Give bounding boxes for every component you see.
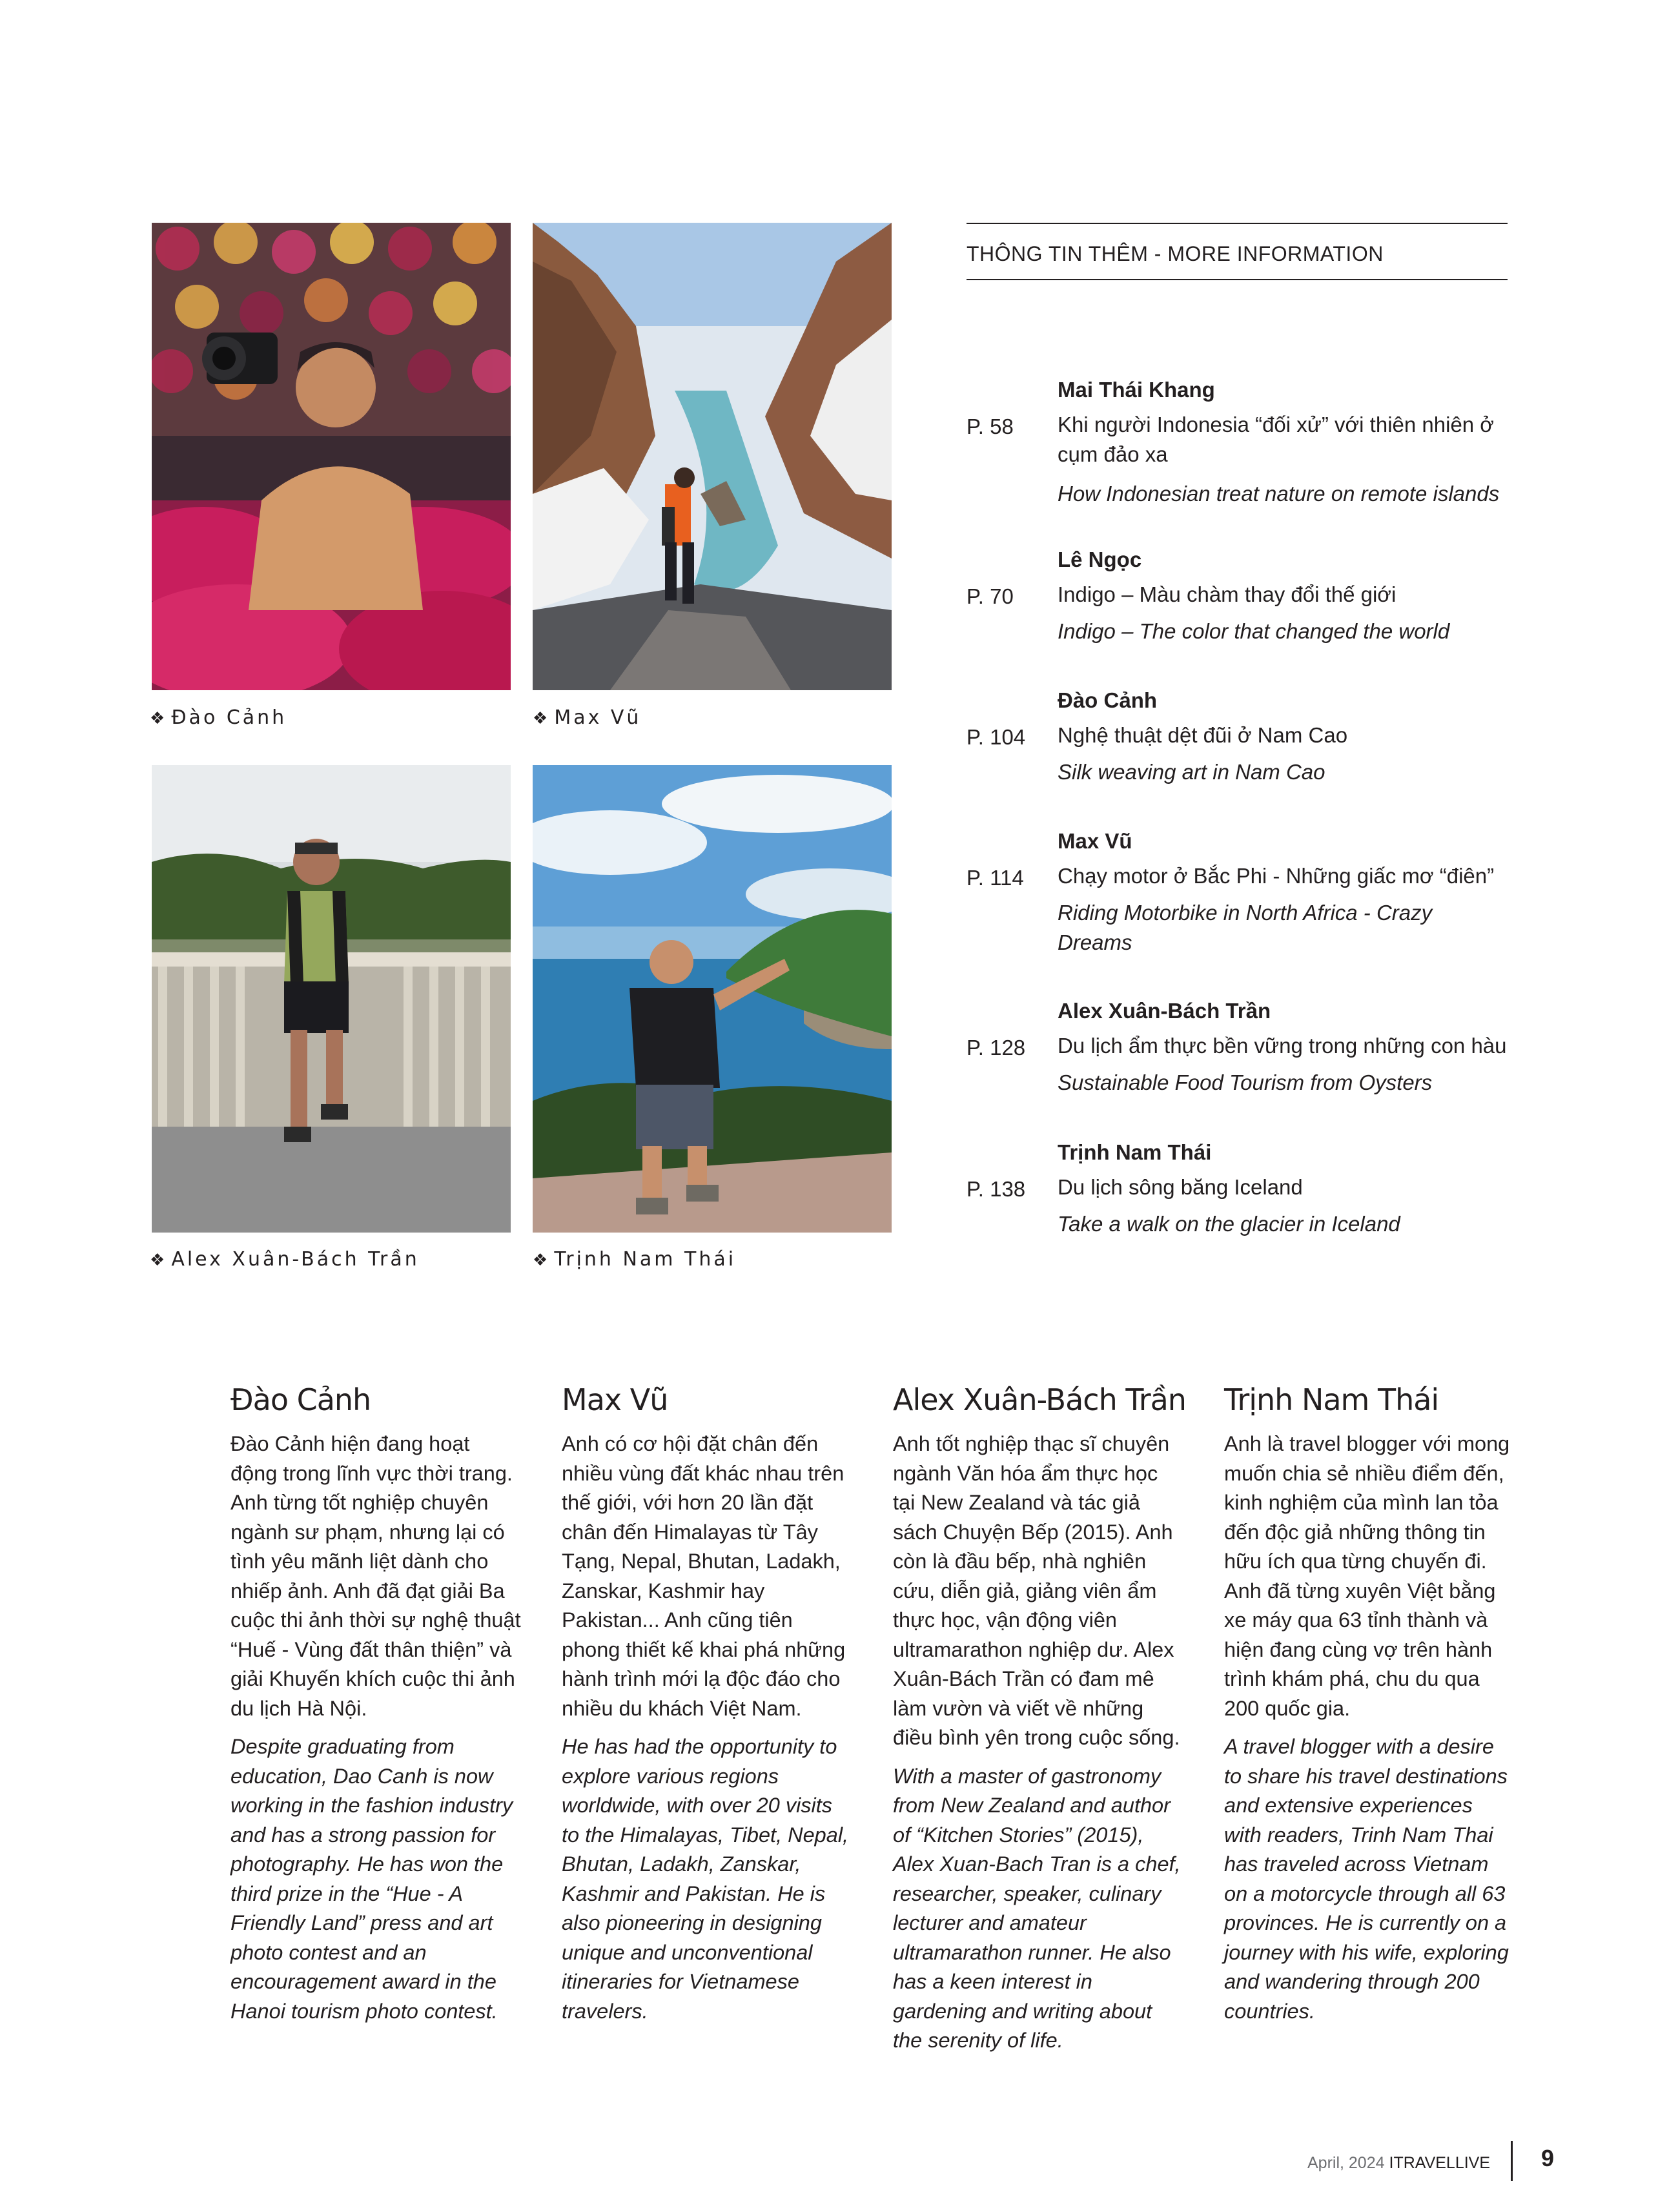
entry-title-vn: Indigo – Màu chàm thay đổi thế giới bbox=[1058, 582, 1397, 606]
divider-top bbox=[967, 223, 1508, 224]
entry-author: Trịnh Nam Thái bbox=[1058, 1140, 1212, 1164]
bio-text-vn: Đào Cảnh hiện đang hoạt động trong lĩnh vực thời trang. Anh từng tốt nghiệp chuyên ngành sư phạm, nhưng lại có tình yêu mãnh liệt dành cho nhiếp ảnh. Anh đã đạt giải Ba cuộc thi ảnh thời sự nghệ thuật “Huế - Vùng đất thân thiện” và giải Khuyến khích cuộc thi ảnh du lịch Hà Nội. bbox=[230, 1432, 521, 1720]
bio-text-vn: Anh tốt nghiệp thạc sĩ chuyên ngành Văn hóa ẩm thực học tại New Zealand và tác giả sách Chuyện Bếp (2015). Anh còn là đầu bếp, nhà nghiên cứu, diễn giả, giảng viên ẩm thực học, vận động viên ultramarathon nghiệp dư. Alex Xuân-Bách Trần có đam mê làm vườn và viết về những điều bình yên trong cuộc sống. bbox=[893, 1432, 1180, 1749]
bio-alex-xuan-bach-tran bbox=[893, 1382, 1186, 2056]
entry-page: P. 58 bbox=[967, 415, 1014, 438]
issue-date: April, 2024 bbox=[1307, 2154, 1385, 2172]
bio-text-vn: Anh có cơ hội đặt chân đến nhiều vùng đất khác nhau trên thế giới, với hơn 20 lần đặt chân đến Himalayas từ Tây Tạng, Nepal, Bhutan, Ladakh, Zanskar, Kashmir hay Pakistan... Anh cũng tiên phong thiết kế khai phá những hành trình mới lạ độc đáo cho nhiều du khách Việt Nam. bbox=[562, 1432, 846, 1720]
entry-author: Lê Ngọc bbox=[1058, 548, 1142, 571]
diamond-bullet-icon: ❖ bbox=[150, 1251, 165, 1270]
divider-bottom bbox=[967, 279, 1508, 280]
entry-title-en: How Indonesian treat nature on remote islands bbox=[1058, 482, 1500, 506]
entry-title-vn: Chạy motor ở Bắc Phi - Những giấc mơ “điên” bbox=[1058, 864, 1495, 888]
entry-page: P. 128 bbox=[967, 1036, 1026, 1060]
bio-name: Max Vũ bbox=[562, 1382, 668, 1417]
entry-title-en: Indigo – The color that changed the world bbox=[1058, 619, 1450, 643]
bio-max-vu bbox=[562, 1382, 852, 2026]
entry-page: P. 104 bbox=[967, 725, 1026, 749]
page-footer bbox=[1307, 2154, 1490, 2173]
bio-name: Đào Cảnh bbox=[230, 1382, 371, 1417]
photo-caption: ❖ Trịnh Nam Thái bbox=[533, 1248, 737, 1271]
bio-trinh-nam-thai bbox=[1224, 1382, 1515, 2026]
entry-title-vn: Nghệ thuật dệt đũi ở Nam Cao bbox=[1058, 723, 1348, 747]
bio-name: Trịnh Nam Thái bbox=[1224, 1382, 1439, 1417]
diamond-bullet-icon: ❖ bbox=[150, 709, 165, 728]
photo-alex-xuan-bach-tran bbox=[152, 765, 511, 1233]
footer-separator: I bbox=[1389, 2154, 1394, 2172]
bio-text-en: Despite graduating from education, Dao Canh is now working in the fashion industry and has a strong passion for photography. He has won the third prize in the “Hue - A Friendly Land” press and art photo contest and an encouragement award in the Hanoi tourism photo contest. bbox=[230, 1735, 513, 2023]
entry-title-en: Sustainable Food Tourism from Oysters bbox=[1058, 1070, 1433, 1094]
entry-author: Alex Xuân-Bách Trần bbox=[1058, 999, 1271, 1023]
diamond-bullet-icon: ❖ bbox=[533, 709, 548, 728]
entry-author: Mai Thái Khang bbox=[1058, 378, 1215, 402]
bio-text-en: A travel blogger with a desire to share his travel destinations and extensive experiences with readers, Trinh Nam Thai has traveled across Vietnam on a motorcycle through all 63 provinces. He is currently on a journey with his wife, exploring and wandering through 200 countries. bbox=[1224, 1735, 1509, 2023]
footer-divider bbox=[1511, 2141, 1513, 2181]
entry-page: P. 138 bbox=[967, 1177, 1026, 1201]
entry-author: Đào Cảnh bbox=[1058, 688, 1158, 712]
page-number: 9 bbox=[1541, 2145, 1555, 2171]
photo-trinh-nam-thai bbox=[533, 765, 892, 1233]
photo-caption: ❖ Max Vũ bbox=[533, 706, 642, 729]
diamond-bullet-icon: ❖ bbox=[533, 1251, 548, 1270]
magazine-name: TRAVELLIVE bbox=[1393, 2154, 1491, 2172]
more-info-title: THÔNG TIN THÊM - MORE INFORMATION bbox=[967, 242, 1384, 265]
entry-page: P. 70 bbox=[967, 584, 1014, 608]
photo-caption: ❖ Alex Xuân-Bách Trần bbox=[150, 1248, 420, 1271]
entry-title-en: Take a walk on the glacier in Iceland bbox=[1058, 1212, 1400, 1236]
photo-caption: ❖ Đào Cảnh bbox=[150, 706, 287, 729]
entry-author: Max Vũ bbox=[1058, 829, 1132, 853]
entry-title-en: Riding Motorbike in North Africa - Crazy Dreams bbox=[1058, 901, 1433, 954]
entry-title-en: Silk weaving art in Nam Cao bbox=[1058, 760, 1325, 784]
photo-dao-canh bbox=[152, 223, 511, 690]
entry-title-vn: Du lịch ẩm thực bền vững trong những con hàu bbox=[1058, 1034, 1507, 1058]
entry-title-vn: Khi người Indonesia “đối xử” với thiên nhiên ở cụm đảo xa bbox=[1058, 413, 1494, 466]
bio-text-vn: Anh là travel blogger với mong muốn chia sẻ nhiều điểm đến, kinh nghiệm của mình lan tỏa đến độc giả những thông tin hữu ích qua từng chuyến đi. Anh đã từng xuyên Việt bằng xe máy qua 63 tỉnh thành và hiện đang cùng vợ trên hành trình khám phá, chu du qua 200 quốc gia. bbox=[1224, 1432, 1510, 1720]
entry-page: P. 114 bbox=[967, 866, 1024, 890]
bio-dao-canh bbox=[230, 1382, 521, 2026]
bio-name: Alex Xuân-Bách Trần bbox=[893, 1382, 1186, 1417]
bio-text-en: With a master of gastronomy from New Zealand and author of “Kitchen Stories” (2015), Alex Xuan-Bach Tran is a chef, researcher, speaker, culinary lecturer and amateur ultramarathon runner. He also has a keen interest in gardening and writing about the serenity of life. bbox=[893, 1764, 1181, 2052]
bio-text-en: He has had the opportunity to explore various regions worldwide, with over 20 visits to the Himalayas, Tibet, Nepal, Bhutan, Ladakh, Zanskar, Kashmir and Pakistan. He is also pioneering in designing unique and unconventional itineraries for Vietnamese travelers. bbox=[562, 1735, 849, 2023]
entry-title-vn: Du lịch sông băng Iceland bbox=[1058, 1175, 1303, 1199]
photo-max-vu bbox=[533, 223, 892, 690]
